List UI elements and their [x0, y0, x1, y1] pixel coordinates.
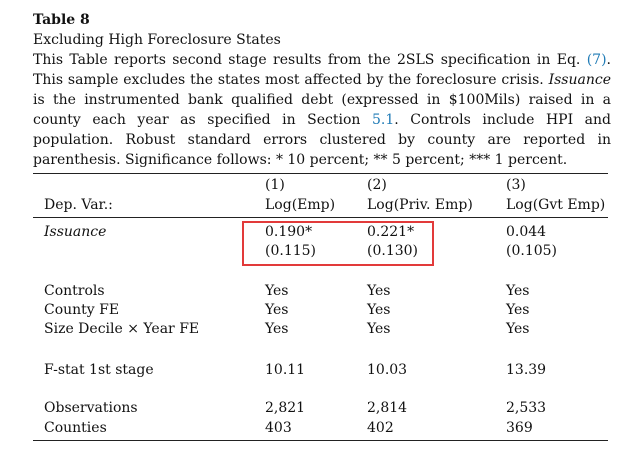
table-cell: 2,821 [265, 400, 306, 416]
table-cell: Yes [367, 321, 391, 337]
row-label-issuance: Issuance [44, 224, 107, 240]
dep-var-1: Log(Emp) [265, 197, 336, 213]
table-cell: 10.11 [265, 362, 306, 378]
row-label-size-decile-year-fe: Size Decile × Year FE [44, 321, 200, 337]
caption-italic-term: Issuance [548, 72, 611, 88]
row-label-counties: Counties [44, 420, 107, 436]
row-label-f-stat: F-stat 1st stage [44, 362, 154, 378]
table-cell: Yes [367, 302, 391, 318]
table-cell: 369 [506, 420, 533, 436]
col-number-1: (1) [265, 177, 285, 193]
col-number-3: (3) [506, 177, 526, 193]
bottom-rule [33, 440, 608, 441]
dep-var-label: Dep. Var.: [44, 197, 113, 213]
table-cell: 0.044 [506, 224, 547, 240]
table-cell: (0.115) [265, 243, 317, 259]
section-link[interactable]: 5.1 [371, 112, 395, 128]
table-cell: Yes [506, 321, 530, 337]
table-cell: Yes [367, 283, 391, 299]
table-cell: 0.221* [367, 224, 415, 240]
table-cell: 2,814 [367, 400, 408, 416]
table-cell: 13.39 [506, 362, 547, 378]
highlight-box [242, 221, 434, 266]
caption-text-1: This Table reports second stage results from the 2SLS specification in Eq. [33, 52, 587, 68]
table-label: Table 8 [33, 12, 90, 28]
table-cell: (0.105) [506, 243, 558, 259]
table-cell: 402 [367, 420, 394, 436]
top-rule [33, 173, 608, 174]
table-cell: Yes [265, 321, 289, 337]
row-label-observations: Observations [44, 400, 138, 416]
table-cell: Yes [265, 283, 289, 299]
table-header [33, 10, 611, 170]
dep-var-2: Log(Priv. Emp) [367, 197, 473, 213]
caption-text-2: . This sample excludes the states most affected by the foreclosure crisis. [33, 52, 611, 88]
table-cell: Yes [506, 283, 530, 299]
table-cell: (0.130) [367, 243, 419, 259]
table-cell: 403 [265, 420, 292, 436]
table-cell: Yes [506, 302, 530, 318]
table-cell: Yes [265, 302, 289, 318]
caption-text-3: is the instrumented bank qualified debt (expressed in $100Mils) raised in a county each year as specified in Section [33, 92, 611, 128]
table-cell: 0.190* [265, 224, 313, 240]
row-label-county-fe: County FE [44, 302, 120, 318]
caption-text-4: . Controls include HPI and population. Robust standard errors clustered by county are reported in parenthesis. Significance follows: * 10 percent; ** 5 percent; *** 1 percent. [33, 112, 611, 168]
col-number-2: (2) [367, 177, 387, 193]
dep-var-3: Log(Gvt Emp) [506, 197, 606, 213]
table-caption [33, 50, 611, 170]
row-label-controls: Controls [44, 283, 105, 299]
table-subtitle: Excluding High Foreclosure States [33, 32, 281, 48]
table-cell: 2,533 [506, 400, 547, 416]
header-rule [33, 217, 608, 218]
equation-link[interactable]: (7) [586, 52, 607, 68]
table-cell: 10.03 [367, 362, 408, 378]
